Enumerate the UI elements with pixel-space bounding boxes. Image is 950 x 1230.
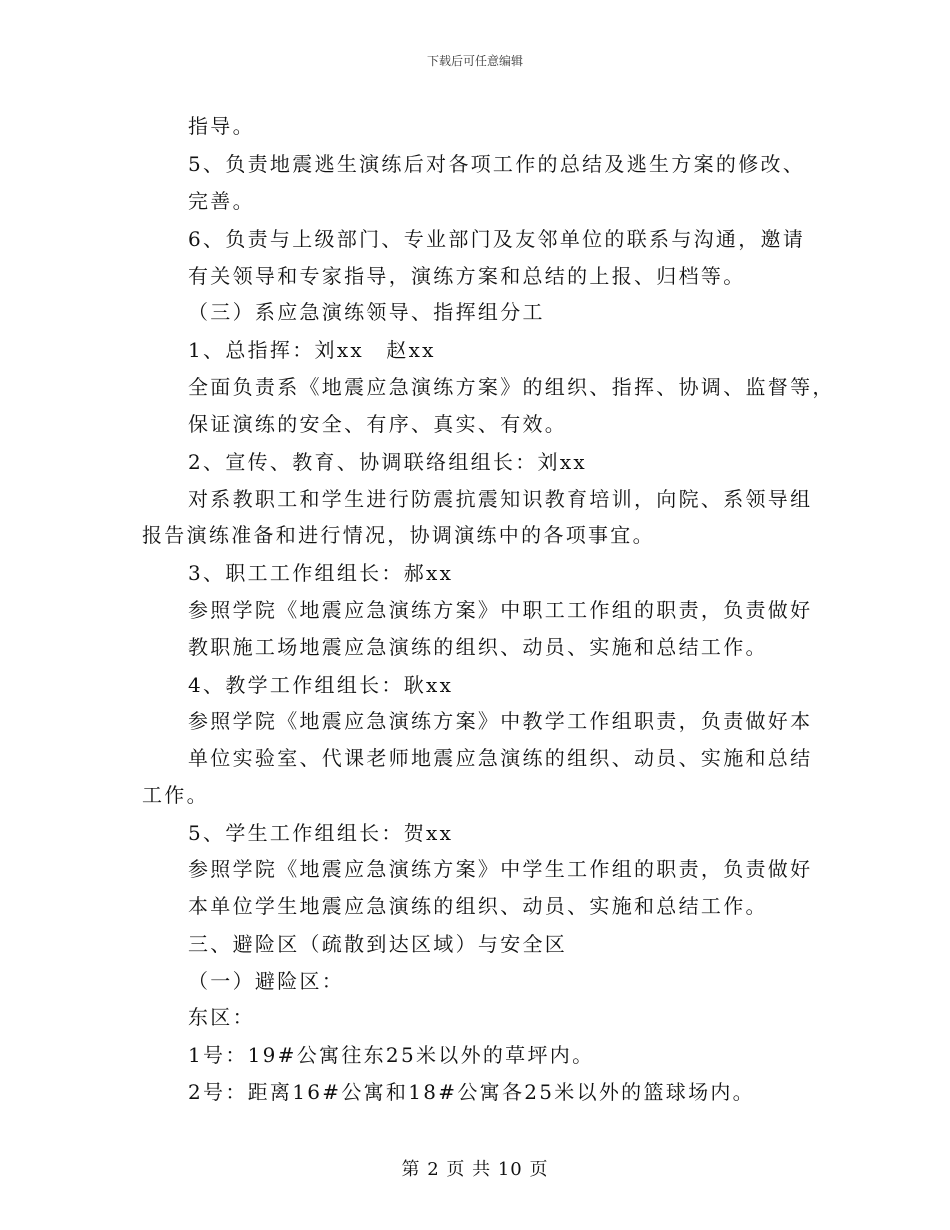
text-line: 东区： (188, 1005, 255, 1029)
text-line: 4、教学工作组组长：耿xx (188, 673, 454, 697)
text-line: 保证演练的安全、有序、真实、有效。 (188, 412, 568, 436)
text-line: 对系教职工和学生进行防震抗震知识教育培训，向院、系领导组 (188, 487, 813, 511)
text-line: 指导。 (188, 114, 255, 138)
section-heading: 三、避险区（疏散到达区域）与安全区 (188, 932, 568, 956)
text-line: 本单位学生地震应急演练的组织、动员、实施和总结工作。 (188, 894, 768, 918)
text-line: 有关领导和专家指导，演练方案和总结的上报、归档等。 (188, 264, 746, 288)
page-footer: 第 2 页 共 10 页 (401, 1159, 549, 1180)
text-line: 1号：19#公寓往东25米以外的草坪内。 (188, 1043, 595, 1067)
text-line: 全面负责系《地震应急演练方案》的组织、指挥、协调、监督等， (188, 375, 835, 399)
text-line: 工作。 (142, 783, 209, 807)
text-line: 参照学院《地震应急演练方案》中教学工作组职责，负责做好本 (188, 709, 813, 733)
text-line: 5、学生工作组组长：贺xx (188, 821, 454, 845)
text-line: 完善。 (188, 189, 255, 213)
text-line: 报告演练准备和进行情况，协调演练中的各项事宜。 (142, 523, 655, 547)
text-line: 参照学院《地震应急演练方案》中职工工作组的职责，负责做好 (188, 598, 813, 622)
text-line: 教职施工场地震应急演练的组织、动员、实施和总结工作。 (188, 635, 768, 659)
text-line: 5、负责地震逃生演练后对各项工作的总结及逃生方案的修改、 (188, 152, 806, 176)
text-line: 3、职工工作组组长：郝xx (188, 561, 454, 585)
section-heading: （三）系应急演练领导、指挥组分工 (188, 300, 545, 324)
section-heading: （一）避险区： (188, 969, 345, 993)
text-line: 参照学院《地震应急演练方案》中学生工作组的职责，负责做好 (188, 857, 813, 881)
page-header: 下载后可任意编辑 (426, 54, 523, 68)
text-line: 2、宣传、教育、协调联络组组长：刘xx (188, 450, 587, 474)
text-line: 单位实验室、代课老师地震应急演练的组织、动员、实施和总结 (188, 746, 813, 770)
text-line: 2号：距离16#公寓和18#公寓各25米以外的篮球场内。 (188, 1080, 755, 1104)
text-line: 6、负责与上级部门、专业部门及友邻单位的联系与沟通，邀请 (188, 227, 806, 251)
text-line: 1、总指挥：刘xx 赵xx (188, 338, 436, 362)
